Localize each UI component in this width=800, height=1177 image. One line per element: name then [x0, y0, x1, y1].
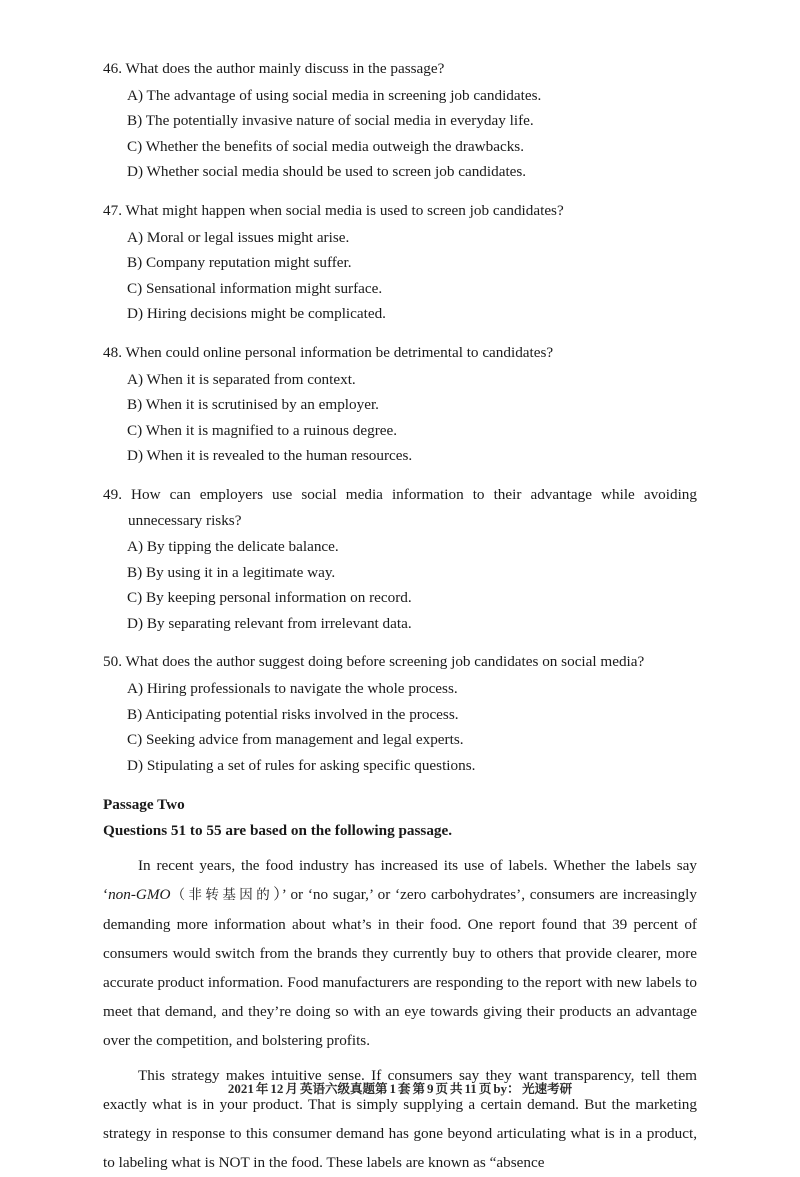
footer-set-number: 1 — [389, 1081, 396, 1096]
footer-year: 2021 — [227, 1081, 254, 1096]
option-b[interactable]: B) Anticipating potential risks involved in the process. — [127, 705, 459, 723]
paragraph-one-part-1: In recent years, the food industry has increased its use of labels. Whether the labels say ‘ — [103, 857, 697, 904]
option-list — [103, 83, 697, 185]
paragraph-one-part-3: ）’ or ‘no sugar,’ or ‘zero carbohydrates’, consumers are increasingly demanding more information about what’s in their food. One report found that 39 percent of consumers would switch from the brands they currently buy to others that provide clearer, more accurate product information. Food manufacturers are responding to the report with new labels to meet that demand, and they’re doing so with an eye towards giving their products an advantage over the competition, and bolstering profits. — [103, 886, 697, 1050]
option-d[interactable]: D) Hiring decisions might be complicated. — [127, 305, 386, 323]
passage-title: Passage Two — [103, 796, 185, 814]
option-a[interactable]: A) By tipping the delicate balance. — [127, 538, 339, 556]
option-c[interactable]: C) Whether the benefits of social media outweigh the drawbacks. — [127, 137, 524, 155]
footer-page-label: 第 — [412, 1081, 425, 1096]
question-block — [103, 198, 697, 327]
footer-total-label: 共 — [450, 1081, 463, 1096]
question-number: 48. — [103, 343, 122, 361]
footer-exam-name: 英语六级真题第 — [299, 1081, 388, 1096]
footer-page-number: 9 — [426, 1081, 434, 1096]
option-b[interactable]: B) Company reputation might suffer. — [127, 254, 352, 272]
option-b[interactable]: B) The potentially invasive nature of social media in everyday life. — [127, 112, 534, 130]
option-d[interactable]: D) When it is revealed to the human resources. — [127, 447, 413, 465]
option-a[interactable]: A) When it is separated from context. — [127, 370, 356, 388]
question-text: What might happen when social media is used to screen job candidates? — [125, 201, 564, 219]
option-list — [103, 676, 697, 778]
question-text: What does the author suggest doing before screening job candidates on social media? — [125, 653, 645, 671]
question-text: What does the author mainly discuss in the passage? — [125, 60, 445, 77]
footer-month-unit: 月 — [285, 1081, 298, 1096]
paragraph-one-paren-open: （ — [170, 887, 189, 904]
option-b[interactable]: B) When it is scrutinised by an employer. — [127, 396, 379, 414]
question-block — [103, 649, 697, 778]
passage-paragraph-one — [103, 851, 697, 1055]
question-number: 46. — [103, 60, 122, 77]
option-a[interactable]: A) The advantage of using social media in screening job candidates. — [127, 86, 542, 104]
option-c[interactable]: C) By keeping personal information on record. — [127, 589, 412, 607]
question-number: 50. — [103, 653, 122, 671]
option-list — [103, 367, 697, 469]
option-a[interactable]: A) Hiring professionals to navigate the whole process. — [127, 680, 458, 698]
footer-total-pages: 11 — [464, 1081, 477, 1096]
option-d[interactable]: D) Whether social media should be used to screen job candidates. — [127, 163, 527, 181]
question-block — [103, 56, 697, 185]
question-text: When could online personal information be detrimental to candidates? — [125, 343, 554, 361]
italic-term-non-gmo: non-GMO — [108, 886, 171, 904]
question-stem — [103, 198, 697, 224]
footer-total-unit: 页 — [478, 1081, 492, 1096]
page-content — [103, 56, 697, 1177]
footer-year-unit: 年 — [255, 1081, 269, 1096]
question-stem — [103, 649, 697, 675]
page-footer — [0, 1078, 800, 1097]
question-stem — [103, 340, 697, 366]
footer-month: 12 — [270, 1081, 284, 1096]
question-number: 49. — [103, 485, 122, 503]
option-d[interactable]: D) By separating relevant from irrelevant data. — [127, 614, 412, 632]
option-list — [103, 534, 697, 636]
option-a[interactable]: A) Moral or legal issues might arise. — [127, 228, 350, 246]
option-list — [103, 225, 697, 327]
question-block — [103, 340, 697, 469]
footer-set-unit: 套 — [397, 1081, 411, 1096]
option-b[interactable]: B) By using it in a legitimate way. — [127, 563, 336, 581]
chinese-gloss: 非转基因的 — [188, 887, 274, 904]
footer-page-unit: 页 — [435, 1081, 448, 1096]
footer-by-label: by： — [493, 1081, 521, 1096]
option-c[interactable]: C) When it is magnified to a ruinous degree. — [127, 421, 398, 439]
passage-paragraph-two: This strategy makes intuitive sense. If consumers say they want transparency, tell them exactly what is in your product. That is simply supplying a certain demand. But the marketing strategy in response to this consumer demand has gone beyond articulating what is in a product, to labeling what is NOT in the food. These labels are known as “absence — [103, 1067, 697, 1172]
question-number: 47. — [103, 201, 122, 219]
question-block — [103, 482, 697, 637]
option-d[interactable]: D) Stipulating a set of rules for asking specific questions. — [127, 756, 476, 774]
passage-instruction: Questions 51 to 55 are based on the following passage. — [103, 822, 453, 840]
question-text: How can employers use social media information to their advantage while avoiding unnecessary risks? — [128, 485, 697, 529]
option-c[interactable]: C) Seeking advice from management and legal experts. — [127, 731, 464, 749]
footer-source: 光速考研 — [522, 1081, 573, 1096]
question-stem — [103, 482, 697, 533]
question-stem — [103, 56, 697, 82]
option-c[interactable]: C) Sensational information might surface. — [127, 279, 383, 297]
